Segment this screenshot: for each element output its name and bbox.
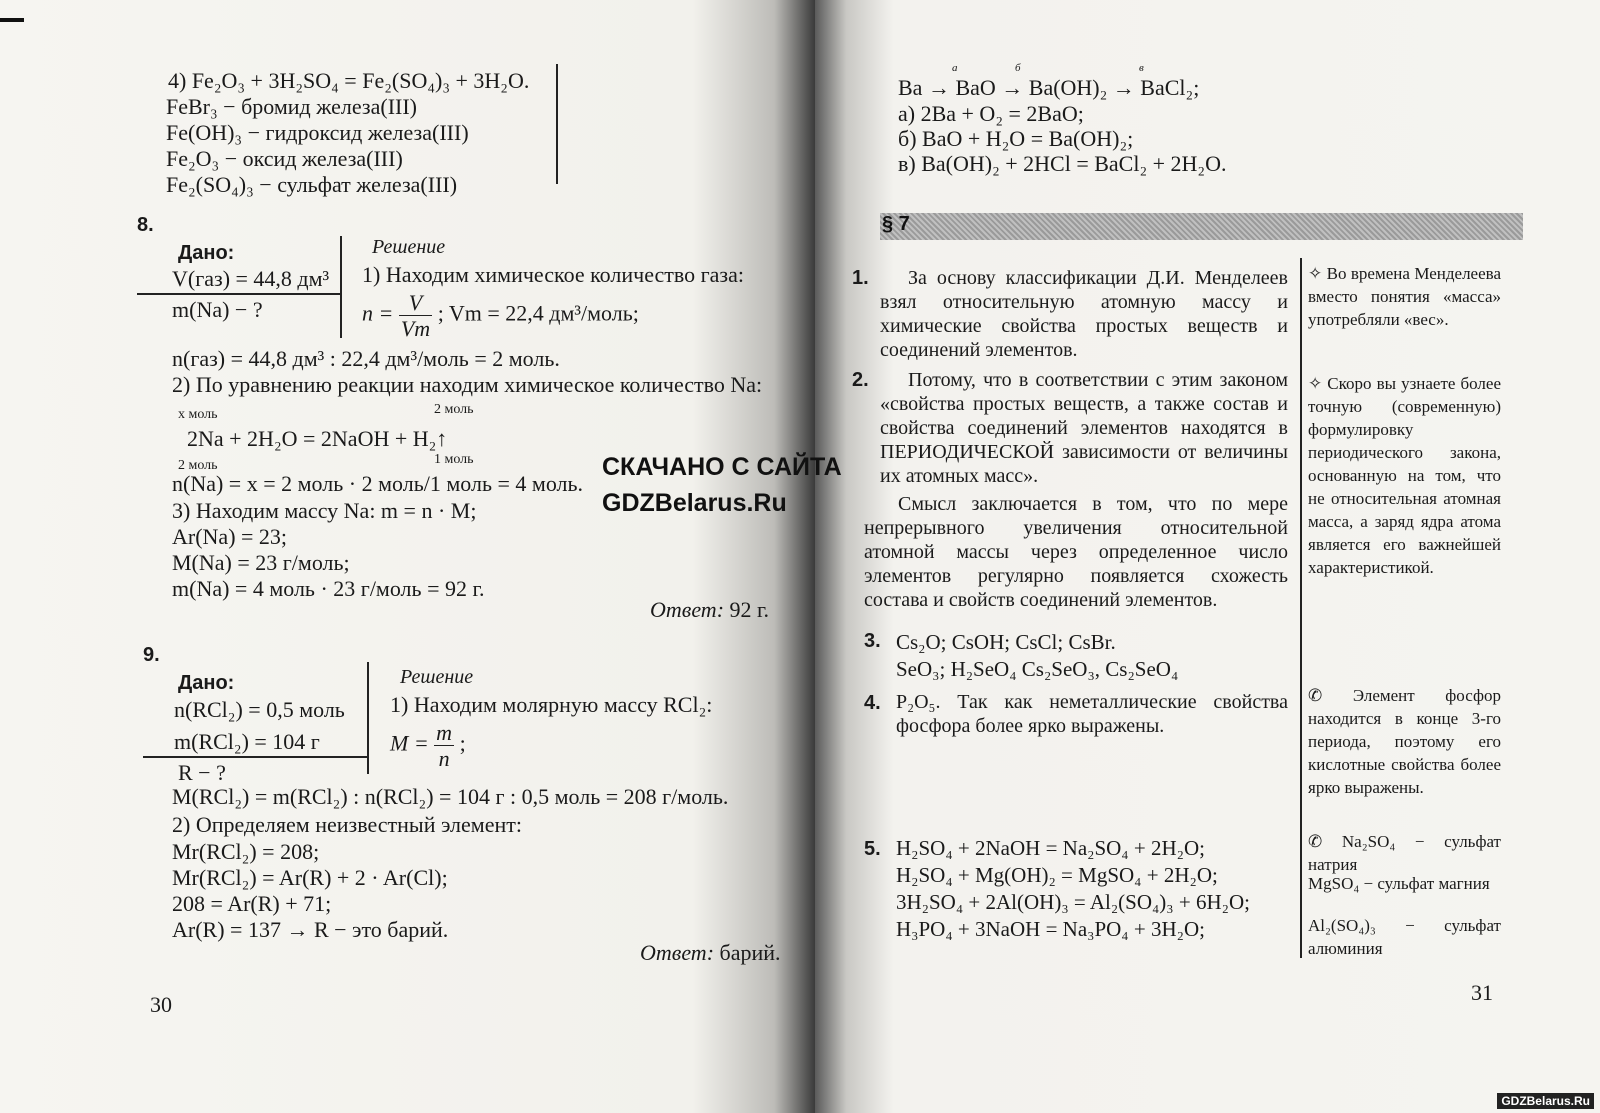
formula-prefix: n = xyxy=(362,300,394,326)
equation-c: в) Ba(OH)₂ + 2HCl = BaCl₂ + 2H₂O. xyxy=(898,151,1227,176)
formula-fraction xyxy=(434,720,454,771)
task-9-calc1: M(RCl₂) = m(RCl₂) : n(RCl₂) = 104 г : 0,5 моль = 208 г/моль. xyxy=(172,784,729,809)
item-5-line1: H₂SO₄ + 2NaOH = Na₂SO₄ + 2H₂O; xyxy=(896,836,1205,860)
formula-suffix: ; xyxy=(459,730,466,756)
sidebar-divider xyxy=(1300,258,1302,958)
equation-a: а) 2Ba + O₂ = 2BaO; xyxy=(898,101,1084,126)
item-5-number: 5. xyxy=(864,838,881,860)
chain-mark-a: а xyxy=(952,62,958,74)
task-9-number: 9. xyxy=(143,644,160,666)
formula-numerator: m xyxy=(436,720,453,745)
task-8-step3: 3) Находим массу Na: m = n · M; xyxy=(172,498,477,523)
task-8-over-right: 2 моль xyxy=(434,402,474,417)
side-note-3: ✆ Элемент фосфор находится в конце 3-го периода, поэтому его кислотные свойства более ярко выражены. xyxy=(1308,686,1501,797)
task-8-under-right: 1 моль xyxy=(434,452,474,467)
formula-numerator: V xyxy=(399,290,432,316)
formula-prefix: M = xyxy=(390,730,429,756)
task-8-calc2: n(Na) = x = 2 моль · 2 моль/1 моль = 4 моль. xyxy=(172,471,584,496)
watermark-line1: СКАЧАНО С САЙТА xyxy=(602,453,842,481)
task-9-given-1: n(RCl₂) = 0,5 моль xyxy=(174,697,345,722)
divider xyxy=(556,64,558,184)
given-divider xyxy=(340,236,342,338)
item-5-line2: H₂SO₄ + Mg(OH)₂ = MgSO₄ + 2H₂O; xyxy=(896,863,1218,887)
side-note-1: ✧ Во времена Менделеева вместо понятия «масса» употребляли «вес». xyxy=(1308,264,1501,329)
item-1-number: 1. xyxy=(852,267,869,289)
item-2 xyxy=(852,368,1288,488)
item-3-line2: SeO₃; H₂SeO₄ Cs₂SeO₃, Cs₂SeO₄ xyxy=(896,657,1179,681)
task-8-answer xyxy=(650,597,769,622)
item-1 xyxy=(852,266,1288,362)
task-8-mass: m(Na) = 4 моль · 23 г/моль = 92 г. xyxy=(172,576,485,601)
item-5-line4: H₃PO₄ + 3NaOH = Na₃PO₄ + 3H₂O; xyxy=(896,917,1205,941)
item-2-number: 2. xyxy=(852,369,869,391)
item-4-number: 4. xyxy=(864,692,881,714)
item-3-number: 3. xyxy=(864,630,881,652)
watermark-line2: GDZBelarus.Ru xyxy=(602,489,787,517)
task-8-step1: 1) Находим химическое количество газа: xyxy=(362,262,744,287)
task-9-find: R − ? xyxy=(178,760,226,785)
line-feoh3: Fe(OH)₃ − гидроксид железа(III) xyxy=(166,120,469,145)
line-fe2so43: Fe₂(SO₄)₃ − сульфат железа(III) xyxy=(166,172,458,197)
answer-label: Ответ: xyxy=(640,940,715,965)
formula-denominator: Vm xyxy=(400,316,431,341)
corner-mark xyxy=(0,18,24,22)
task-9-given-2: m(RCl₂) = 104 г xyxy=(174,729,320,754)
side-note-2: ✧ Скоро вы узнаете более точную (современную) формулировку периодического закона, основанную на том, что не относительная атомная масса, а заряд ядра атома является его важнейшей характеристикой. xyxy=(1308,374,1501,577)
footer-watermark: GDZBelarus.Ru xyxy=(1497,1093,1594,1109)
task-8-given-label: Дано: xyxy=(178,242,235,264)
item-5-line3: 3H₂SO₄ + 2Al(OH)₃ = Al₂(SO₄)₃ + 6H₂O; xyxy=(896,890,1250,914)
line-fe2o3-reaction: 4) Fe₂O₃ + 3H₂SO₄ = Fe₂(SO₄)₃ + 3H₂O. xyxy=(168,68,530,93)
side-note-6: Al₂(SO₄)₃ − сульфат алюминия xyxy=(1308,916,1501,958)
item-1-text: За основу классификации Д.И. Менделеев взял относительную атомную массу и химические свойства простых веществ и соединений элементов. xyxy=(880,267,1288,361)
line-febr3: FeBr₃ − бромид железа(III) xyxy=(166,94,418,119)
given-divider xyxy=(367,662,369,774)
equation-b: б) BaO + H₂O = Ba(OH)₂; xyxy=(898,126,1134,151)
task-9-line3: 208 = Ar(R) + 71; xyxy=(172,891,332,916)
side-note-5: MgSO₄ − сульфат магния xyxy=(1308,874,1490,893)
answer-label: Ответ: xyxy=(650,597,725,622)
task-8-formula xyxy=(362,290,639,341)
task-9-line2: Mr(RCl₂) = Ar(R) + 2 · Ar(Cl); xyxy=(172,865,448,890)
answer-value: барий. xyxy=(719,940,781,965)
page-number-left: 30 xyxy=(150,992,172,1017)
page-number-right: 31 xyxy=(1471,980,1493,1005)
task-8-calc1: n(газ) = 44,8 дм³ : 22,4 дм³/моль = 2 моль. xyxy=(172,346,560,371)
task-9-given-label: Дано: xyxy=(178,672,235,694)
item-2-text: Потому, что в соответствии с этим законом «свойства простых веществ, а также состав и свойства соединений элементов находятся в ПЕРИОДИЧЕСКОЙ зависимости от величины их атомных масс». xyxy=(880,369,1288,487)
chain-mark-v: в xyxy=(1139,62,1144,74)
section-banner xyxy=(880,213,1523,240)
task-8-molar: M(Na) = 23 г/моль; xyxy=(172,550,350,575)
item-3-line1: Cs₂O; CsOH; CsCl; CsBr. xyxy=(896,630,1116,654)
item-2-paragraph: Смысл заключается в том, что по мере непрерывного увеличения относительной атомной массы через определенное число элементов регулярно появляется схожесть состава и свойств соединений элементов. xyxy=(864,493,1288,611)
task-8-step2: 2) По уравнению реакции находим химическое количество Na: xyxy=(172,372,763,397)
task-9-line1: Mr(RCl₂) = 208; xyxy=(172,839,320,864)
section-title: § 7 xyxy=(882,213,910,235)
task-9-step2: 2) Определяем неизвестный элемент: xyxy=(172,812,522,837)
task-8-find: m(Na) − ? xyxy=(172,297,263,322)
formula-fraction xyxy=(399,290,432,341)
task-8-over-left: x моль xyxy=(178,407,218,422)
given-underline xyxy=(137,293,341,295)
task-9-line4: Ar(R) = 137 → R − это барий. xyxy=(172,917,449,942)
task-8-number: 8. xyxy=(137,214,154,236)
task-9-step1: 1) Находим молярную массу RCl₂: xyxy=(390,692,713,717)
answer-value: 92 г. xyxy=(729,597,770,622)
task-9-solution-label: Решение xyxy=(400,666,474,688)
side-note-4: ✆ Na₂SO₄ − сульфат натрия xyxy=(1308,832,1501,874)
task-8-equation: 2Na + 2H₂O = 2NaOH + H₂↑ xyxy=(187,426,448,451)
task-9-answer xyxy=(640,940,781,965)
task-8-under-left: 2 моль xyxy=(178,458,218,473)
chain-reaction: Ba → BaO → Ba(OH)₂ → BaCl₂; xyxy=(898,75,1200,100)
task-8-ar: Ar(Na) = 23; xyxy=(172,524,288,549)
given-underline xyxy=(143,756,367,758)
formula-suffix: ; Vm = 22,4 дм³/моль; xyxy=(437,300,639,326)
task-8-given-volume: V(газ) = 44,8 дм³ xyxy=(172,266,330,291)
task-9-formula xyxy=(390,720,466,771)
line-fe2o3: Fe₂O₃ − оксид железа(III) xyxy=(166,146,403,171)
formula-denominator: n xyxy=(438,746,450,771)
task-8-solution-label: Решение xyxy=(372,236,446,258)
item-4-text: P₂O₅. Так как неметаллические свойства фосфора более ярко выражены. xyxy=(896,691,1288,737)
chain-mark-b: б xyxy=(1015,62,1021,74)
